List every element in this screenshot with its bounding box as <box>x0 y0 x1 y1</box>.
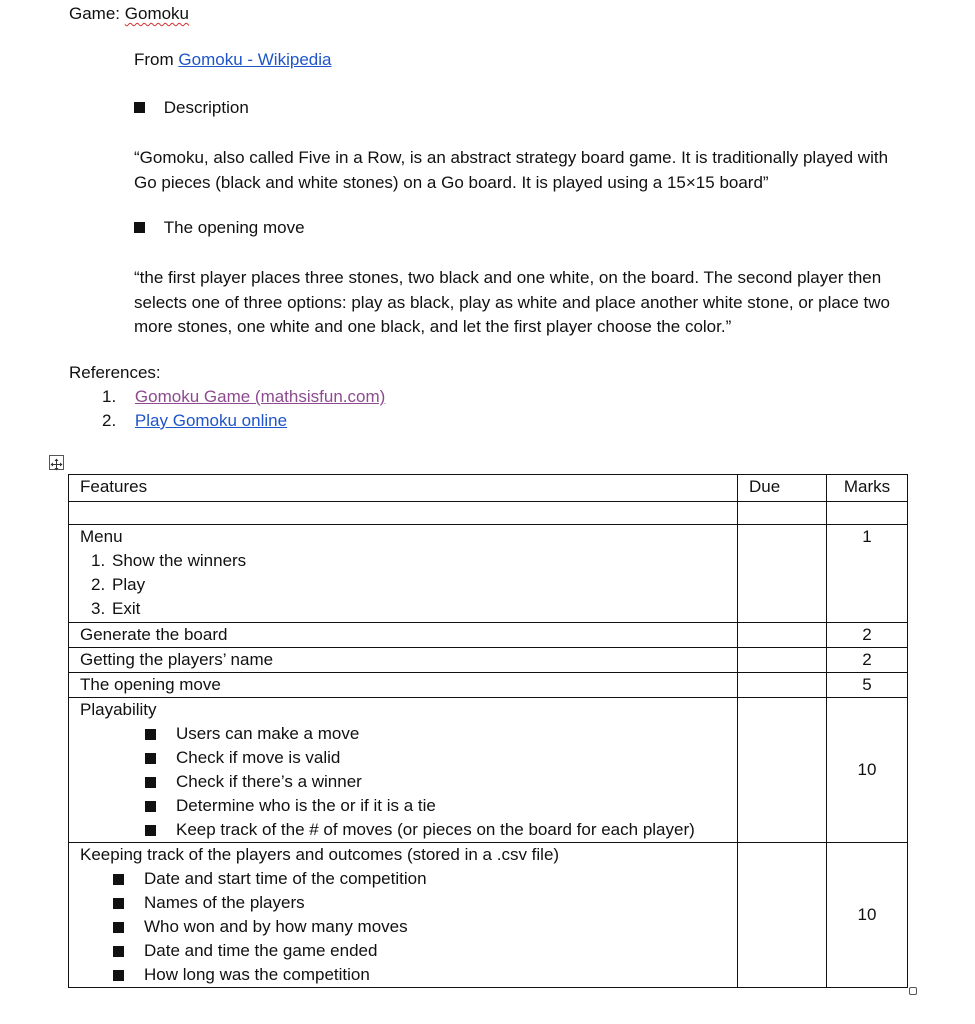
table-cell[interactable] <box>827 502 908 525</box>
list-item: How long was the competition <box>80 963 726 987</box>
square-bullet-icon <box>113 970 124 981</box>
tracking-title: Keeping track of the players and outcomes (stored in a .csv file) <box>80 845 560 864</box>
list-item: Users can make a move <box>80 722 726 746</box>
square-bullet-icon <box>113 898 124 909</box>
square-bullet-icon <box>145 825 156 836</box>
list-item: Who won and by how many moves <box>80 915 726 939</box>
marks-cell: 2 <box>827 623 908 648</box>
opening-move-quote: “the first player places three stones, two black and one white, on the board. The second player then selects one of three options: play as black, play as white and place another white stone, or place two more stones, one white and one black, and let the first player choose the color.” <box>134 268 891 336</box>
table-row <box>69 623 908 648</box>
source-line <box>134 50 331 70</box>
title-label: Game: <box>69 4 121 23</box>
description-heading <box>134 98 249 118</box>
due-cell[interactable] <box>738 698 827 843</box>
table-header-row <box>69 475 908 502</box>
reference-number: 1. <box>102 387 117 406</box>
table-cell[interactable] <box>69 502 738 525</box>
table-row-tracking <box>69 843 908 988</box>
references-label: References: <box>69 363 161 382</box>
reference-number: 2. <box>102 411 117 430</box>
reference-link-mathsisfun[interactable]: Gomoku Game (mathsisfun.com) <box>134 387 386 406</box>
square-bullet-icon <box>134 222 145 233</box>
opening-move-heading <box>134 218 305 238</box>
source-prefix: From <box>134 50 174 69</box>
due-cell[interactable] <box>738 648 827 673</box>
due-cell[interactable] <box>738 623 827 648</box>
square-bullet-icon <box>113 922 124 933</box>
description-heading-text: Description <box>163 98 249 117</box>
menu-title: Menu <box>80 527 123 546</box>
table-row <box>69 673 908 698</box>
feature-cell: Generate the board <box>69 623 738 648</box>
opening-move-heading-text: The opening move <box>163 218 305 237</box>
tracking-cell <box>69 843 738 988</box>
reference-link-play-online[interactable]: Play Gomoku online <box>134 411 288 430</box>
square-bullet-icon <box>145 753 156 764</box>
header-marks: Marks <box>827 475 908 502</box>
due-cell[interactable] <box>738 673 827 698</box>
marks-cell: 5 <box>827 673 908 698</box>
reference-item-1 <box>102 387 385 407</box>
marks-cell: 10 <box>827 843 908 988</box>
list-item: Keep track of the # of moves (or pieces on the board for each player) <box>80 818 726 842</box>
table-row-blank <box>69 502 908 525</box>
square-bullet-icon <box>134 102 145 113</box>
header-features: Features <box>69 475 738 502</box>
feature-cell: Getting the players’ name <box>69 648 738 673</box>
table-move-handle[interactable] <box>49 455 64 470</box>
header-due: Due <box>738 475 827 502</box>
list-item: Date and start time of the competition <box>80 867 726 891</box>
marks-cell: 2 <box>827 648 908 673</box>
square-bullet-icon <box>113 946 124 957</box>
list-item: Date and time the game ended <box>80 939 726 963</box>
playability-cell <box>69 698 738 843</box>
table-cell[interactable] <box>738 502 827 525</box>
list-item: 1. Show the winners <box>91 551 247 570</box>
table-resize-handle[interactable] <box>909 987 917 995</box>
list-item: 3. Exit <box>91 599 141 618</box>
marks-cell: 10 <box>827 698 908 843</box>
due-cell[interactable] <box>738 525 827 623</box>
features-table <box>68 474 908 988</box>
table-row <box>69 648 908 673</box>
menu-cell <box>69 525 738 623</box>
menu-list <box>80 549 726 621</box>
playability-title: Playability <box>80 700 157 719</box>
move-arrows-icon <box>50 458 63 471</box>
table-row-menu <box>69 525 908 623</box>
table-row-playability <box>69 698 908 843</box>
document-title <box>69 4 189 24</box>
list-item: Names of the players <box>80 891 726 915</box>
square-bullet-icon <box>113 874 124 885</box>
marks-cell: 1 <box>827 525 908 623</box>
square-bullet-icon <box>145 801 156 812</box>
reference-item-2 <box>102 411 287 431</box>
list-item: Determine who is the or if it is a tie <box>80 794 726 818</box>
title-game: Gomoku <box>124 4 190 23</box>
due-cell[interactable] <box>738 843 827 988</box>
list-item: 2. Play <box>91 575 146 594</box>
list-item: Check if move is valid <box>80 746 726 770</box>
square-bullet-icon <box>145 777 156 788</box>
feature-cell: The opening move <box>69 673 738 698</box>
wikipedia-link[interactable]: Gomoku - Wikipedia <box>178 50 332 69</box>
list-item: Check if there’s a winner <box>80 770 726 794</box>
square-bullet-icon <box>145 729 156 740</box>
description-quote: “Gomoku, also called Five in a Row, is an abstract strategy board game. It is traditionally played with Go pieces (black and white stones) on a Go board. It is played using a 15×15 board” <box>134 148 889 192</box>
